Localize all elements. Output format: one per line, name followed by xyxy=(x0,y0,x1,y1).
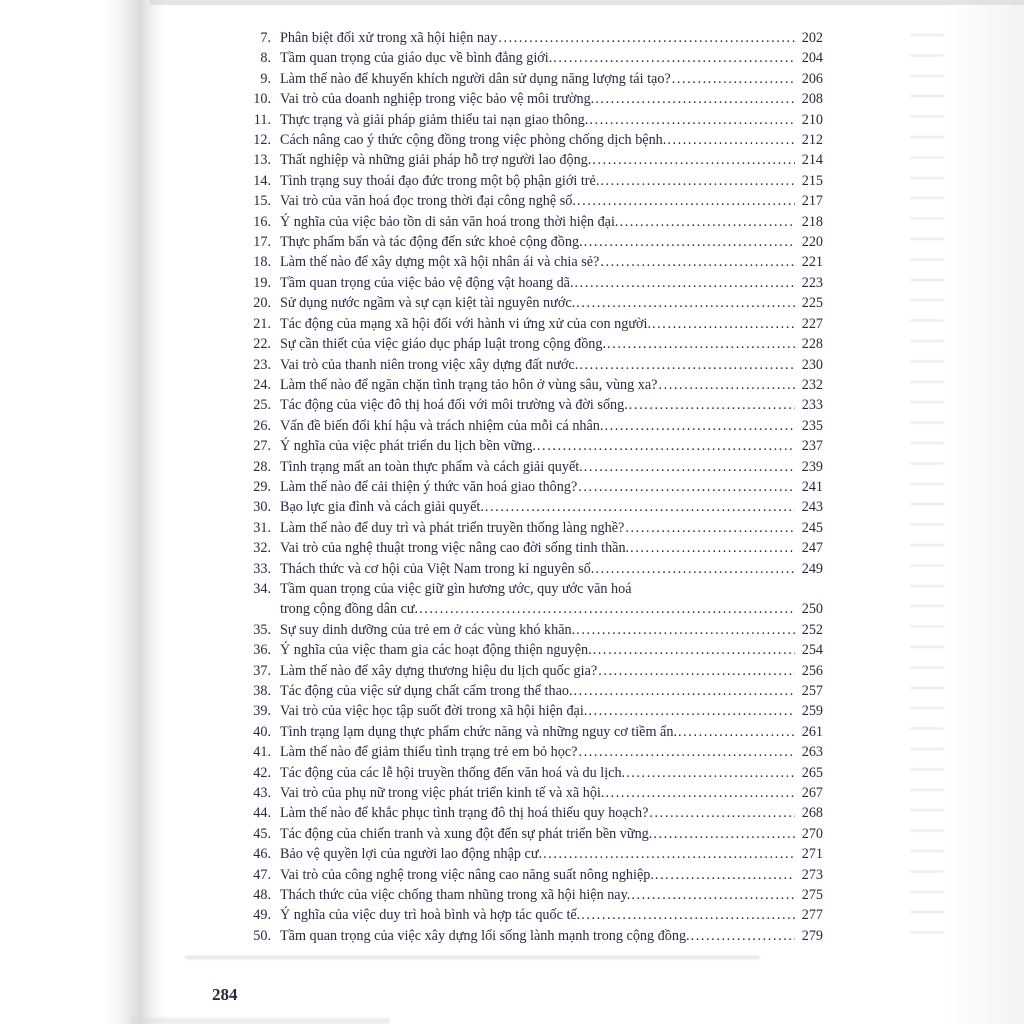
toc-entry-title: Phân biệt đối xử trong xã hội hiện nay xyxy=(280,30,498,46)
toc-entry-title: Ý nghĩa của việc bảo tồn di sản văn hoá trong thời hiện đại. xyxy=(280,213,619,230)
dot-leader xyxy=(630,538,795,558)
toc-entry-number: 28. xyxy=(253,458,271,475)
toc-entry-number: 44. xyxy=(253,805,271,822)
toc-entry-page: 237 xyxy=(801,438,823,455)
toc-entry-page: 225 xyxy=(801,295,823,312)
toc-entry-title: Ý nghĩa của việc duy trì hoà bình và hợp tác quốc tế. xyxy=(280,907,581,924)
toc-entry-number: 46. xyxy=(253,846,271,863)
toc-entry-number: 47. xyxy=(253,866,271,883)
toc-entry-title: Thất nghiệp và những giải pháp hỗ trợ người lao động. xyxy=(280,152,592,169)
toc-entry-title: Sự suy dinh dưỡng của trẻ em ở các vùng khó khăn. xyxy=(280,621,576,638)
dot-leader xyxy=(691,926,795,946)
toc-entry xyxy=(248,640,823,660)
toc-entry-title: Làm thế nào để xây dựng thương hiệu du lịch quốc gia? xyxy=(280,662,598,679)
toc-entry-title: Vai trò của văn hoá đọc trong thời đại công nghệ số. xyxy=(280,193,576,210)
toc-entry xyxy=(248,763,823,783)
toc-entry-number: 26. xyxy=(253,417,271,434)
toc-entry-number: 33. xyxy=(253,560,271,577)
toc-entry xyxy=(248,436,823,456)
toc-entry-title: Thách thức và cơ hội của Việt Nam trong kỉ nguyên số. xyxy=(280,560,595,577)
toc-entry-continuation xyxy=(248,599,823,619)
toc-entry-title: Tầm quan trọng của giáo dục về bình đẳng giới. xyxy=(280,50,553,67)
dot-leader xyxy=(588,701,795,721)
dot-leader xyxy=(598,661,795,681)
toc-entry xyxy=(248,130,823,150)
toc-entry-page: 217 xyxy=(801,193,823,210)
dot-leader xyxy=(605,783,795,803)
toc-entry xyxy=(248,273,823,293)
toc-entry-number: 17. xyxy=(253,234,271,251)
toc-entry-page: 202 xyxy=(801,30,823,46)
toc-entry-title: Bạo lực gia đình và cách giải quyết. xyxy=(280,499,484,516)
toc-entry-title: Làm thế nào để cải thiện ý thức văn hoá giao thông? xyxy=(280,478,578,495)
toc-entry-page: 230 xyxy=(801,356,823,373)
toc-entry-title: Tác động của các lễ hội truyền thống đến văn hoá và du lịch. xyxy=(280,764,626,781)
toc-entry-title: Tác động của việc đô thị hoá đối với môi trường và đời sống. xyxy=(280,397,628,414)
toc-entry-page: 259 xyxy=(801,703,823,720)
toc-entry-page: 206 xyxy=(801,70,823,87)
toc-entry-title: Vai trò của doanh nghiệp trong việc bảo vệ môi trường. xyxy=(280,91,595,108)
toc-entry xyxy=(248,783,823,803)
toc-entry-title: Ý nghĩa của việc tham gia các hoạt động thiện nguyện. xyxy=(280,642,592,659)
dot-leader xyxy=(652,314,795,334)
toc-entry-page: 257 xyxy=(801,683,823,699)
toc-entry-page: 263 xyxy=(801,744,823,761)
toc-entry-number: 45. xyxy=(253,825,271,842)
bleed-through-artifact-right xyxy=(910,34,944,946)
dot-leader xyxy=(584,232,795,252)
toc-entry-number: 22. xyxy=(253,336,271,353)
toc-entry-number: 13. xyxy=(253,152,271,169)
toc-entry-number: 15. xyxy=(253,193,271,210)
toc-entry-number: 35. xyxy=(253,621,271,638)
toc-entry xyxy=(248,905,823,925)
toc-entry xyxy=(248,824,823,844)
toc-entry-number: 23. xyxy=(253,356,271,373)
toc-entry-page: 249 xyxy=(801,560,823,577)
dot-leader xyxy=(607,334,795,354)
dot-leader xyxy=(576,293,795,313)
toc-entry-number: 7. xyxy=(260,30,271,46)
toc-entry-page: 210 xyxy=(801,111,823,128)
toc-entry-page: 221 xyxy=(801,254,823,271)
toc-entry-title: Tầm quan trọng của việc bảo vệ động vật hoang dã. xyxy=(280,274,574,291)
toc-entry-title: Tầm quan trọng của việc giữ gìn hương ước, quy ước văn hoá xyxy=(280,580,632,597)
toc-entry-page: 267 xyxy=(801,785,823,802)
toc-entry-title: Tình trạng mất an toàn thực phẩm và cách giải quyết. xyxy=(280,458,583,475)
toc-entry-page: 218 xyxy=(801,213,823,230)
toc-entry-number: 18. xyxy=(253,254,271,271)
toc-entry-title: Làm thế nào để khắc phục tình trạng đô thị hoá thiếu quy hoạch? xyxy=(280,805,649,822)
toc-entry-title: Làm thế nào để xây dựng một xã hội nhân ái và chia sẻ? xyxy=(280,254,600,271)
toc-entry-number: 39. xyxy=(253,703,271,720)
page-number: 284 xyxy=(212,985,238,1004)
toc-entry-page: 212 xyxy=(801,132,823,149)
toc-entry-page: 250 xyxy=(801,601,823,618)
toc-entry xyxy=(248,579,823,599)
toc-entry-title: Làm thế nào để khuyến khích người dân sử dụng năng lượng tái tạo? xyxy=(280,70,671,87)
toc-entry-title: Cách nâng cao ý thức cộng đồng trong việc phòng chống dịch bệnh. xyxy=(280,132,667,149)
dot-leader xyxy=(626,763,795,783)
dot-leader xyxy=(619,212,795,232)
toc-entry-page: 268 xyxy=(801,805,823,822)
toc-entry xyxy=(248,69,823,89)
toc-entry xyxy=(248,559,823,579)
bleed-through-artifact-bottom xyxy=(185,956,760,959)
toc-entry-number: 16. xyxy=(253,213,271,230)
toc-entry-title: Làm thế nào để duy trì và phát triển truyền thống làng nghề? xyxy=(280,519,625,536)
dot-leader xyxy=(581,905,795,925)
toc-entry xyxy=(248,620,823,640)
dot-leader xyxy=(498,28,795,48)
toc-entry xyxy=(248,865,823,885)
toc-entry-page: 204 xyxy=(801,50,823,67)
toc-entry-title: Làm thế nào để giảm thiểu tình trạng trẻ em bỏ học? xyxy=(280,744,578,761)
page-curl-shadow xyxy=(104,0,166,1024)
toc-entry-page: 235 xyxy=(801,417,823,434)
toc-entry-title: Vai trò của công nghệ trong việc nâng cao năng suất nông nghiệp. xyxy=(280,866,654,883)
toc-entry-page: 228 xyxy=(801,336,823,353)
toc-entry-page: 261 xyxy=(801,723,823,740)
toc-entry-number: 38. xyxy=(253,683,271,699)
toc-entry-title: Tầm quan trọng của việc xây dựng lối sống lành mạnh trong cộng đồng. xyxy=(280,927,690,944)
toc-entry xyxy=(248,375,823,395)
toc-entry-number: 24. xyxy=(253,376,271,393)
toc-entry xyxy=(248,803,823,823)
toc-entry-title: Vai trò của nghệ thuật trong việc nâng cao đời sống tinh thần. xyxy=(280,540,630,557)
toc-list xyxy=(248,28,823,946)
dot-leader xyxy=(595,559,795,579)
toc-entry-title: Tình trạng suy thoái đạo đức trong một bộ phận giới trẻ. xyxy=(280,172,600,189)
toc-entry-page: 243 xyxy=(801,499,823,516)
toc-entry xyxy=(248,150,823,170)
toc-entry-page: 275 xyxy=(801,887,823,904)
toc-entry-page: 220 xyxy=(801,234,823,251)
toc-entry-number: 8. xyxy=(260,50,271,67)
dot-leader xyxy=(631,885,795,905)
toc-entry-number: 49. xyxy=(253,907,271,924)
dot-leader xyxy=(625,518,795,538)
toc-entry xyxy=(248,416,823,436)
toc-entry-page: 215 xyxy=(801,172,823,189)
toc-entry-title: Làm thế nào để ngăn chặn tình trạng tảo hôn ở vùng sâu, vùng xa? xyxy=(280,376,658,393)
toc-entry-title: Bảo vệ quyền lợi của người lao động nhập cư. xyxy=(280,846,543,863)
toc-entry xyxy=(248,314,823,334)
dot-leader xyxy=(419,599,795,619)
toc-entry-title: Thực trạng và giải pháp giảm thiểu tai nạn giao thông. xyxy=(280,111,589,128)
dot-leader xyxy=(653,824,795,844)
toc-entry-title: Vai trò của phụ nữ trong việc phát triển kinh tế và xã hội. xyxy=(280,785,605,802)
toc-entry-page: 252 xyxy=(801,621,823,638)
photo-bottom-edge xyxy=(130,1018,390,1024)
toc-entry xyxy=(248,171,823,191)
toc-entry-title: Tác động của mạng xã hội đối với hành vi ứng xử của con người. xyxy=(280,315,652,332)
dot-leader xyxy=(584,457,795,477)
dot-leader xyxy=(578,477,795,497)
toc-entry-page: 265 xyxy=(801,764,823,781)
toc-entry-number: 37. xyxy=(253,662,271,679)
photo-top-edge xyxy=(150,0,1024,5)
toc-entry-title-line2: trong cộng đồng dân cư. xyxy=(280,601,419,618)
toc-entry-title: Vấn đề biến đổi khí hậu và trách nhiệm của mỗi cá nhân. xyxy=(280,417,604,434)
dot-leader xyxy=(655,865,795,885)
dot-leader xyxy=(593,640,795,660)
toc-entry-number: 43. xyxy=(253,785,271,802)
toc-entry-page: 223 xyxy=(801,274,823,291)
toc-entry xyxy=(248,89,823,109)
toc-entry xyxy=(248,334,823,354)
toc-entry-number: 10. xyxy=(253,91,271,108)
dot-leader xyxy=(667,130,795,150)
toc-entry xyxy=(248,293,823,313)
toc-entry-page: 279 xyxy=(801,927,823,944)
toc-entry-title: Thực phẩm bẩn và tác động đến sức khoẻ cộng đồng. xyxy=(280,234,583,251)
dot-leader xyxy=(589,110,795,130)
toc-entry xyxy=(248,885,823,905)
toc-entry-number: 36. xyxy=(253,642,271,659)
toc-entry xyxy=(248,477,823,497)
toc-entry-page: 254 xyxy=(801,642,823,659)
toc-entry-number: 19. xyxy=(253,274,271,291)
dot-leader xyxy=(592,150,795,170)
toc-entry-number: 9. xyxy=(260,70,271,87)
dot-leader xyxy=(649,803,795,823)
toc-entry-page: 239 xyxy=(801,458,823,475)
toc-entry-title: Thách thức của việc chống tham nhũng trong xã hội hiện nay. xyxy=(280,887,631,904)
dot-leader xyxy=(485,497,795,517)
dot-leader xyxy=(600,252,795,272)
toc-entry xyxy=(248,191,823,211)
toc-entry-number: 32. xyxy=(253,540,271,557)
dot-leader xyxy=(600,171,795,191)
toc-entry-title: Vai trò của thanh niên trong việc xây dựng đất nước. xyxy=(280,356,579,373)
toc-entry-page: 273 xyxy=(801,866,823,883)
toc-entry-number: 21. xyxy=(253,315,271,332)
toc-entry-title: Vai trò của việc học tập suốt đời trong xã hội hiện đại. xyxy=(280,703,588,720)
dot-leader xyxy=(629,395,795,415)
toc-entry xyxy=(248,110,823,130)
dot-leader xyxy=(678,722,795,742)
toc-entry xyxy=(248,681,823,701)
toc-entry xyxy=(248,518,823,538)
toc-entry xyxy=(248,926,823,946)
toc-entry-page: 233 xyxy=(801,397,823,414)
toc-entry-number: 31. xyxy=(253,519,271,536)
dot-leader xyxy=(543,844,795,864)
toc-entry xyxy=(248,232,823,252)
toc-entry xyxy=(248,457,823,477)
toc-entry xyxy=(248,252,823,272)
toc-entry-page: 271 xyxy=(801,846,823,863)
page-edge-shadow xyxy=(944,0,1024,1024)
toc-entry-number: 34. xyxy=(253,580,271,597)
toc-entry-number: 27. xyxy=(253,438,271,455)
toc-entry xyxy=(248,742,823,762)
dot-leader xyxy=(577,191,795,211)
dot-leader xyxy=(553,48,795,68)
toc-entry xyxy=(248,48,823,68)
dot-leader xyxy=(672,69,795,89)
toc-entry-number: 11. xyxy=(253,111,271,128)
toc-entry-page: 232 xyxy=(801,376,823,393)
toc-entry-page: 208 xyxy=(801,91,823,108)
toc-entry xyxy=(248,538,823,558)
toc-entry xyxy=(248,722,823,742)
toc-entry xyxy=(248,212,823,232)
dot-leader xyxy=(595,89,795,109)
toc-entry-number: 48. xyxy=(253,887,271,904)
dot-leader xyxy=(579,355,795,375)
toc-entry-page: 241 xyxy=(801,478,823,495)
toc-entry-number: 12. xyxy=(253,132,271,149)
dot-leader xyxy=(537,436,795,456)
toc-entry-number: 25. xyxy=(253,397,271,414)
toc-entry-title: Tác động của việc sử dụng chất cấm trong thể thao. xyxy=(280,683,573,699)
toc-entry-title: Sử dụng nước ngầm và sự cạn kiệt tài nguyên nước. xyxy=(280,295,576,312)
dot-leader xyxy=(574,681,795,701)
toc-entry-number: 50. xyxy=(253,927,271,944)
toc-entry-number: 42. xyxy=(253,764,271,781)
dot-leader xyxy=(575,273,795,293)
toc-entry xyxy=(248,661,823,681)
toc-entry-number: 41. xyxy=(253,744,271,761)
toc-entry xyxy=(248,701,823,721)
toc-entry xyxy=(248,844,823,864)
toc-entry-title: Tình trạng lạm dụng thực phẩm chức năng và những nguy cơ tiềm ẩn. xyxy=(280,723,677,740)
toc-entry-title: Tác động của chiến tranh và xung đột đến sự phát triển bền vững. xyxy=(280,825,653,842)
toc-entry-page: 247 xyxy=(801,540,823,557)
toc-entry-number: 20. xyxy=(253,295,271,312)
dot-leader xyxy=(658,375,795,395)
toc-entry-number: 30. xyxy=(253,499,271,516)
toc-entry-page: 214 xyxy=(801,152,823,169)
toc-entry-number: 14. xyxy=(253,172,271,189)
toc-entry xyxy=(248,497,823,517)
toc-entry-page: 270 xyxy=(801,825,823,842)
toc-entry-page: 256 xyxy=(801,662,823,679)
toc-entry-number: 40. xyxy=(253,723,271,740)
dot-leader xyxy=(578,742,795,762)
dot-leader xyxy=(576,620,795,640)
toc-entry-title: Sự cần thiết của việc giáo dục pháp luật trong cộng đồng. xyxy=(280,336,607,353)
toc-entry xyxy=(248,395,823,415)
dot-leader xyxy=(604,416,795,436)
toc-entry xyxy=(248,28,823,48)
toc-entry-number: 29. xyxy=(253,478,271,495)
toc-entry-page: 245 xyxy=(801,519,823,536)
toc-entry xyxy=(248,355,823,375)
toc-entry-title: Ý nghĩa của việc phát triển du lịch bền vững. xyxy=(280,438,536,455)
toc-entry-page: 227 xyxy=(801,315,823,332)
toc-entry-page: 277 xyxy=(801,907,823,924)
